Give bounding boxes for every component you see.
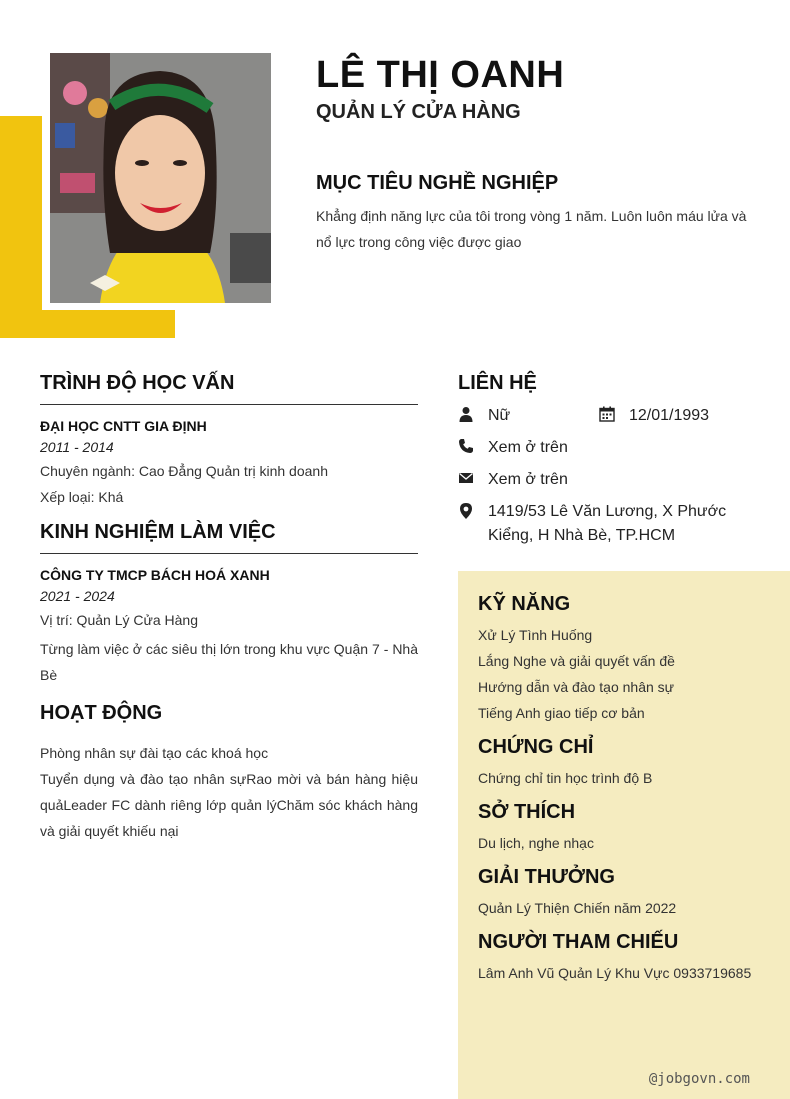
location-pin-icon	[458, 502, 474, 518]
experience-description: Từng làm việc ở các siêu thị lớn trong khu vực Quận 7 - Nhà Bè	[40, 641, 418, 683]
education-period: 2011 - 2014	[40, 439, 114, 455]
experience-period: 2021 - 2024	[40, 588, 115, 604]
mail-icon	[458, 470, 474, 486]
skills-section	[478, 593, 778, 726]
contact-birthday-value: 12/01/1993	[629, 407, 710, 424]
experience-company: CÔNG TY TMCP BÁCH HOÁ XANH	[40, 567, 270, 583]
awards-heading: GIẢI THƯỞNG	[478, 866, 615, 888]
awards-section	[478, 866, 778, 921]
contact-birthday	[599, 404, 709, 428]
references-heading: NGƯỜI THAM CHIẾU	[478, 931, 679, 953]
skill-item: Hướng dẫn và đào tạo nhân sự	[478, 679, 675, 695]
candidate-name: LÊ THỊ OANH	[316, 54, 565, 96]
education-heading: TRÌNH ĐỘ HỌC VẤN	[40, 372, 418, 405]
accent-block-horizontal	[0, 310, 175, 338]
certificates-section	[478, 736, 778, 791]
objective-text: Khẳng định năng lực của tôi trong vòng 1 năm. Luôn luôn máu lửa và nổ lực trong công việc được giao	[316, 208, 747, 250]
side-panel	[458, 571, 790, 1099]
hobbies-heading: SỞ THÍCH	[478, 801, 576, 823]
profile-photo	[50, 53, 271, 303]
reference-item: Lâm Anh Vũ Quản Lý Khu Vực 0933719685	[478, 965, 752, 981]
certificate-item: Chứng chỉ tin học trình độ B	[478, 770, 653, 786]
skill-item: Tiếng Anh giao tiếp cơ bản	[478, 705, 645, 721]
skill-item: Lắng Nghe và giải quyết vấn đề	[478, 653, 675, 669]
accent-block-vertical	[0, 116, 42, 338]
experience-heading: KINH NGHIỆM LÀM VIỆC	[40, 521, 418, 554]
contact-gender	[458, 404, 510, 428]
left-column	[40, 372, 418, 844]
references-section	[478, 931, 778, 986]
award-item: Quản Lý Thiện Chiến năm 2022	[478, 900, 677, 916]
contact-email-value: Xem ở trên	[488, 471, 568, 488]
education-grade: Xếp loại: Khá	[40, 489, 124, 505]
activities-heading: HOẠT ĐỘNG	[40, 702, 163, 724]
watermark: @jobgovn.com	[648, 1071, 750, 1087]
objective-heading: MỤC TIÊU NGHỀ NGHIỆP	[316, 172, 559, 194]
education-major: Chuyên ngành: Cao Đẳng Quản trị kinh doanh	[40, 463, 328, 479]
job-title: QUẢN LÝ CỬA HÀNG	[316, 101, 521, 123]
contact-address	[458, 500, 738, 548]
contact-section	[458, 372, 758, 544]
phone-icon	[458, 438, 474, 454]
certificates-heading: CHỨNG CHỈ	[478, 736, 594, 758]
hobby-item: Du lịch, nghe nhạc	[478, 835, 594, 851]
contact-email	[458, 468, 568, 492]
contact-phone-value: Xem ở trên	[488, 439, 568, 456]
activities-line-2: Tuyển dụng và đào tạo nhân sựRao mời và bán hàng hiệu quảLeader FC dành riêng lớp quản lýChăm sóc khách hàng và giải quyết khiếu nại	[40, 771, 418, 839]
contact-gender-value: Nữ	[488, 407, 511, 424]
contact-heading: LIÊN HỆ	[458, 372, 537, 394]
experience-position: Vị trí: Quản Lý Cửa Hàng	[40, 612, 198, 628]
hobbies-section	[478, 801, 778, 856]
calendar-icon	[599, 406, 615, 422]
contact-phone	[458, 436, 568, 460]
skills-heading: KỸ NĂNG	[478, 593, 571, 615]
activities-line-1: Phòng nhân sự đài tạo các khoá học	[40, 745, 269, 761]
contact-address-value: 1419/53 Lê Văn Lương, X Phước Kiểng, H Nhà Bè, TP.HCM	[488, 503, 727, 544]
education-school: ĐẠI HỌC CNTT GIA ĐỊNH	[40, 418, 207, 434]
skill-item: Xử Lý Tình Huống	[478, 627, 593, 643]
person-icon	[458, 406, 474, 422]
